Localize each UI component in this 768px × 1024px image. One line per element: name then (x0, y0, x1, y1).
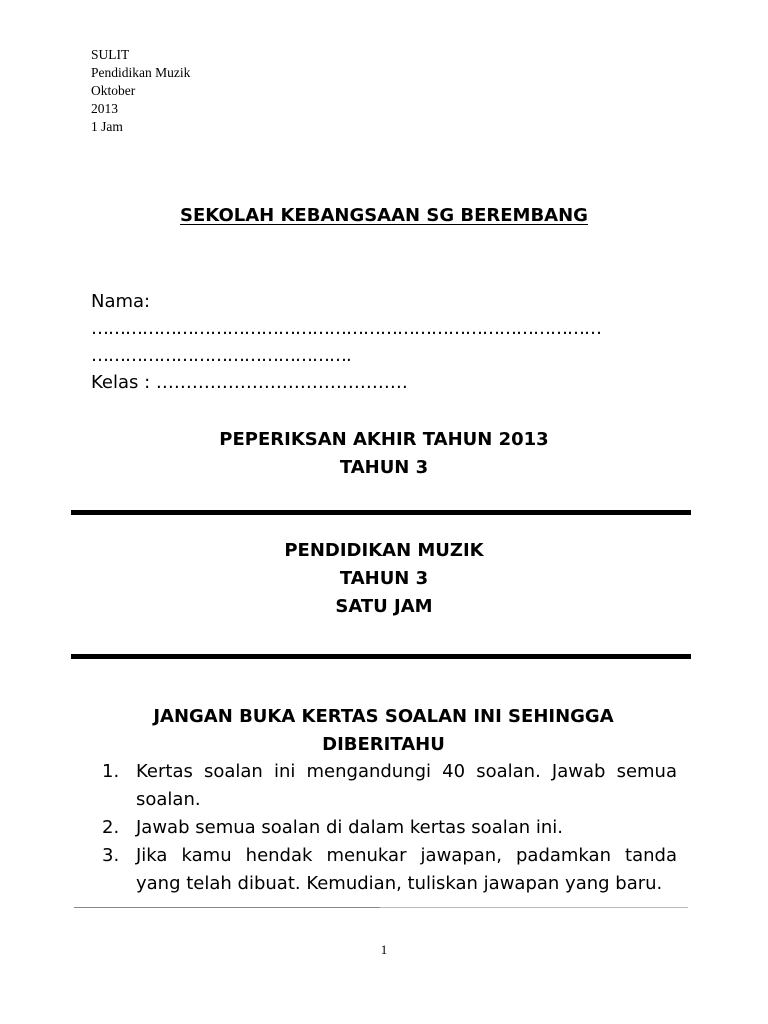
instruction-item (102, 814, 677, 842)
instructions-list (102, 758, 677, 898)
header-duration: 1 Jam (91, 119, 123, 134)
instruction-number: 2. (102, 817, 120, 838)
warning-heading: JANGAN BUKA KERTAS SOALAN INI SEHINGGA DIBERITAHU (153, 706, 614, 755)
subject-name: PENDIDIKAN MUZIK (284, 540, 484, 561)
subject-year-level: TAHUN 3 (339, 568, 429, 589)
footer-divider-left (74, 907, 380, 908)
header-classification: SULIT (91, 47, 130, 62)
exam-title: PEPERIKSAN AKHIR TAHUN 2013 (219, 429, 549, 450)
instruction-text: Jika kamu hendak menukar jawapan, padamkan tanda yang telah dibuat. Kemudian, tuliskan jawapan yang baru. (136, 845, 677, 894)
footer-divider-right (380, 907, 688, 908)
name-fill-line-2: ………………………………………. (91, 345, 351, 366)
instruction-text: Jawab semua soalan di dalam kertas soalan ini. (136, 817, 564, 838)
name-fill-line-1: ……………………………………………………………………………… (91, 318, 601, 339)
school-name: SEKOLAH KEBANGSAAN SG BEREMBANG (180, 205, 588, 226)
instruction-item (102, 758, 677, 814)
name-label: Nama: (91, 291, 151, 312)
exam-title-block (0, 426, 768, 482)
top-divider (71, 510, 691, 515)
header-month: Oktober (91, 83, 136, 98)
document-header (91, 46, 190, 136)
instruction-text: Kertas soalan ini mengandungi 40 soalan. Jawab semua soalan. (136, 761, 677, 810)
instruction-item (102, 842, 677, 898)
subject-block (0, 537, 768, 621)
student-fields (91, 288, 691, 396)
instruction-number: 3. (102, 845, 120, 866)
instruction-number: 1. (102, 761, 120, 782)
subject-duration: SATU JAM (335, 596, 433, 617)
header-year: 2013 (91, 101, 118, 116)
header-subject: Pendidikan Muzik (91, 65, 191, 80)
page-number: 1 (380, 942, 388, 957)
class-field: Kelas : …………………………………… (91, 372, 408, 393)
exam-year-level: TAHUN 3 (339, 457, 429, 478)
bottom-divider (71, 654, 691, 659)
